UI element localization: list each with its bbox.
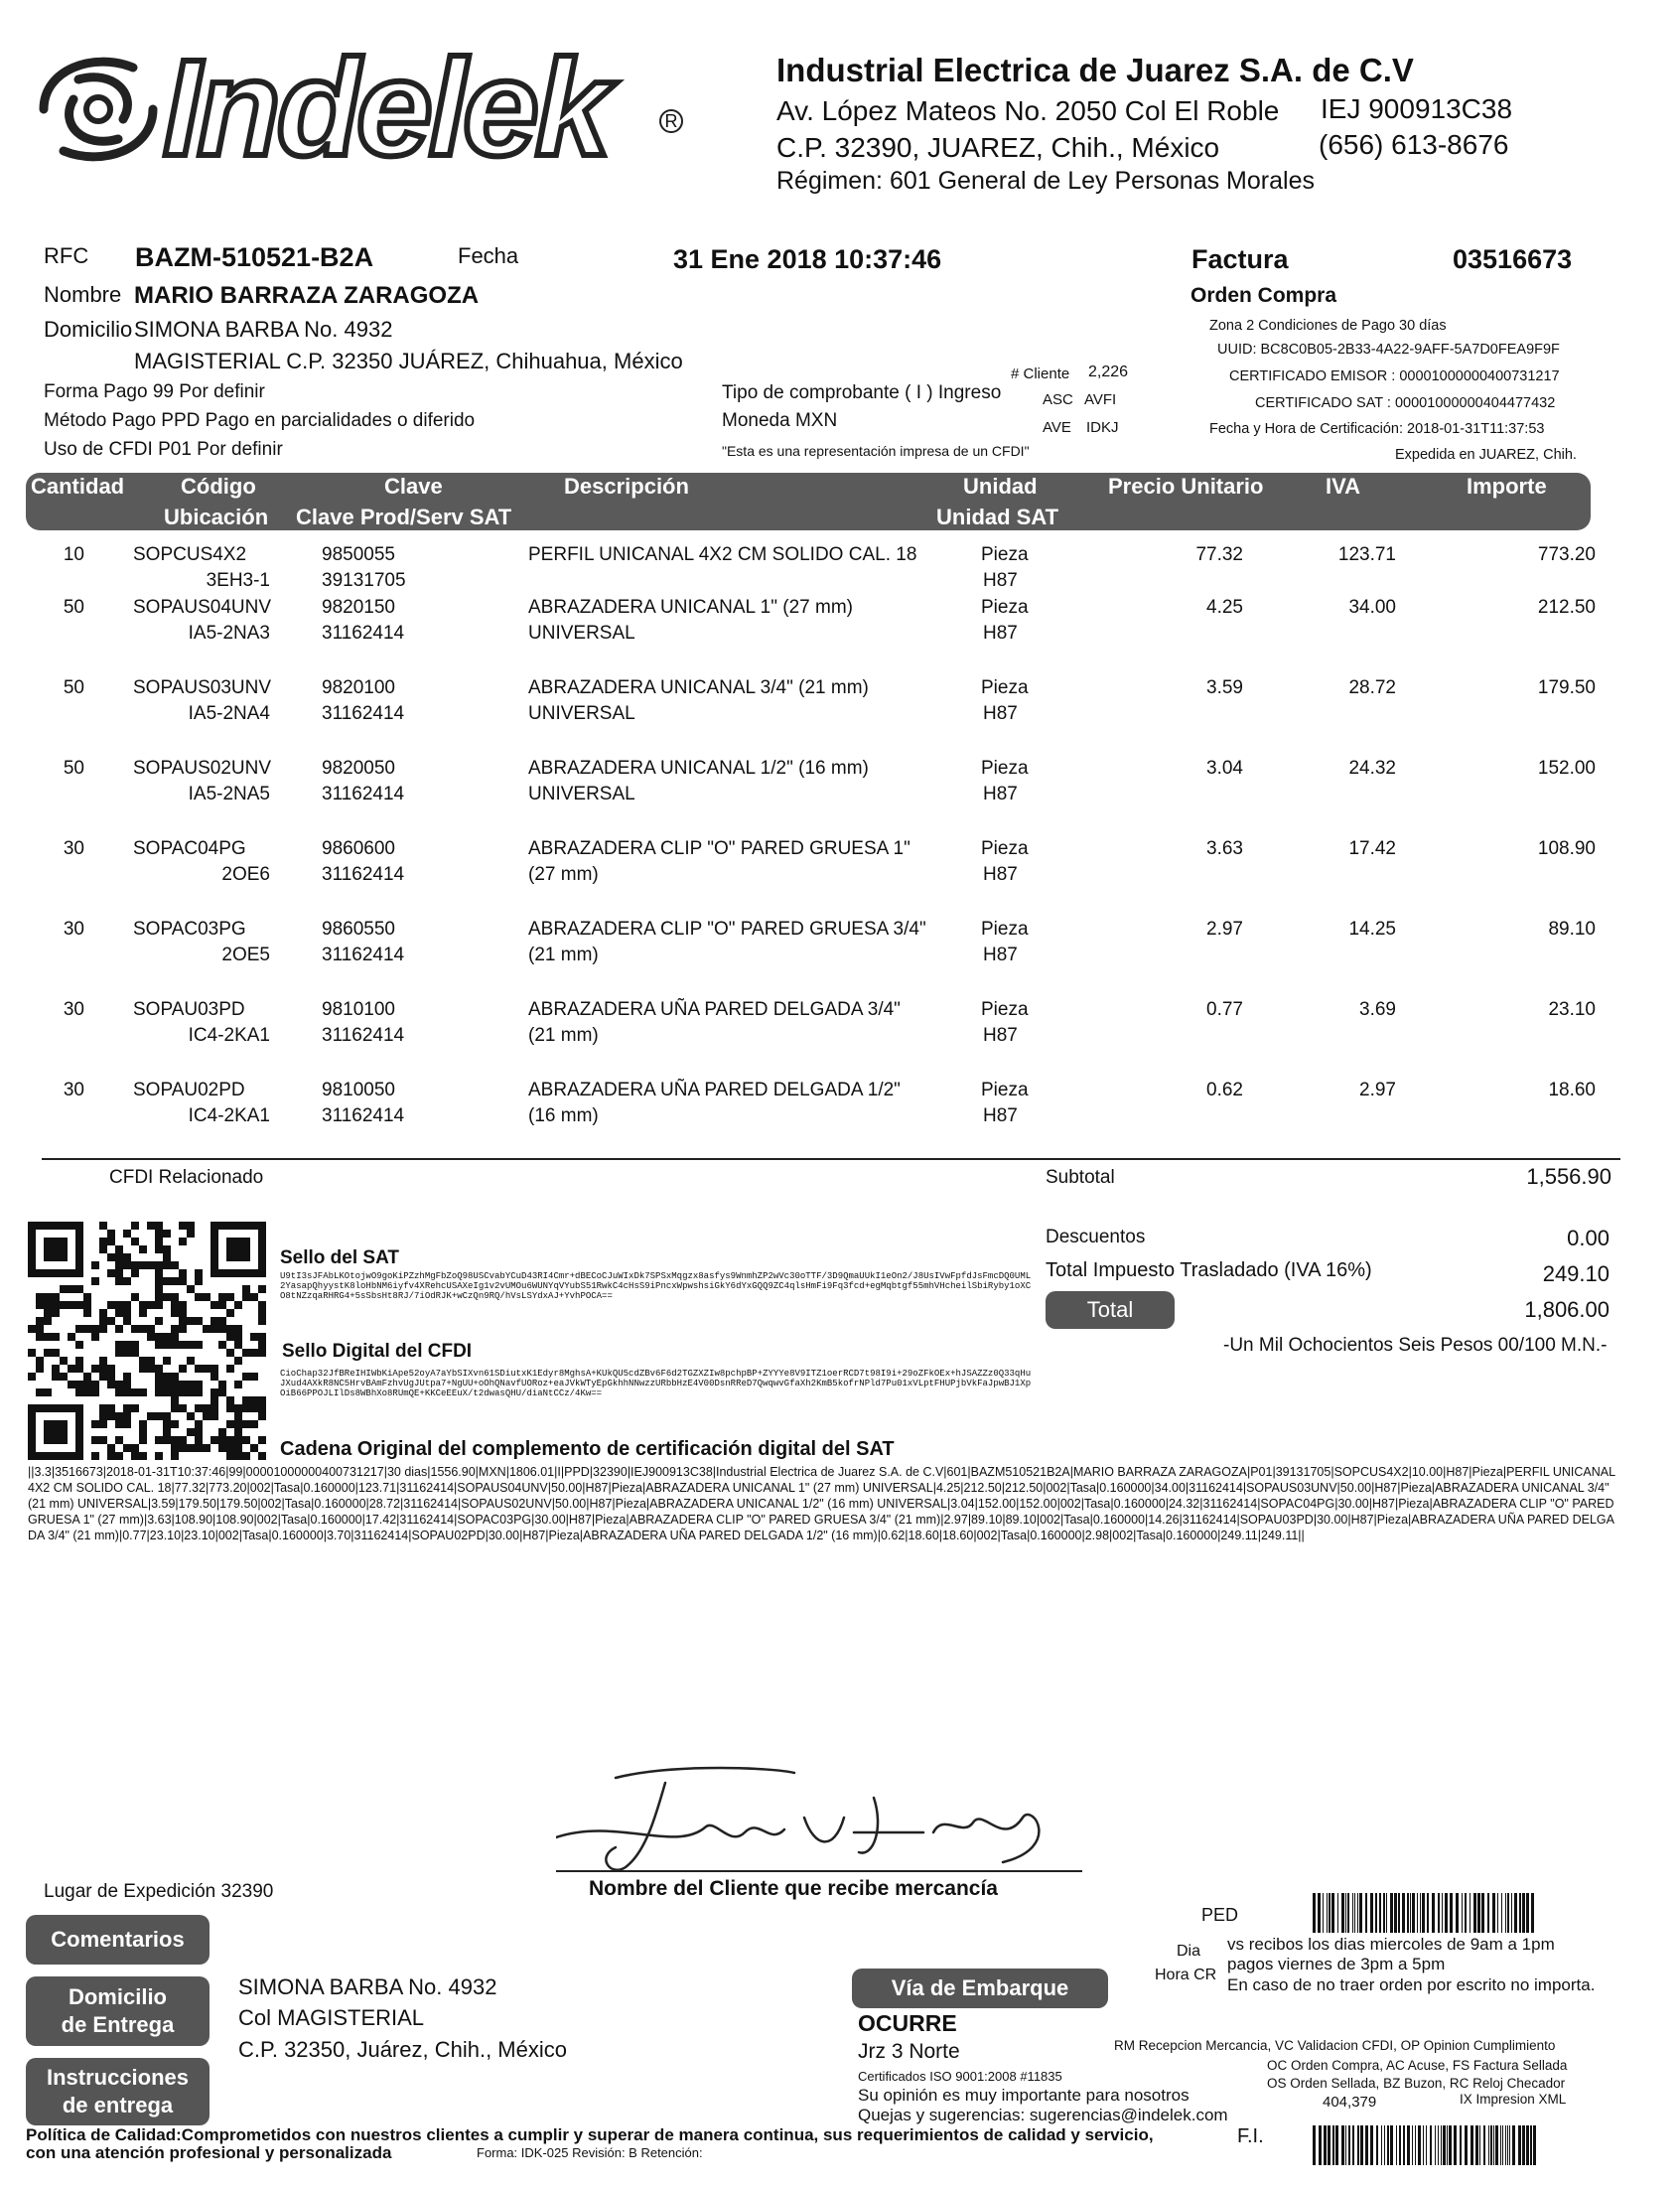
uuid: UUID: BC8C0B05-2B33-4A22-9AFF-5A7D0FEA9F9F bbox=[1217, 342, 1560, 358]
cell-importe: 152.00 bbox=[1537, 758, 1596, 779]
fecha-label: Fecha bbox=[458, 243, 519, 268]
cliente-label: # Cliente bbox=[1011, 365, 1070, 382]
cell-codigo: SOPAU03PD bbox=[133, 999, 245, 1020]
cell-unidad-sat: H87 bbox=[983, 1105, 1018, 1126]
delivery-address-1: SIMONA BARBA No. 4932 bbox=[238, 1974, 497, 1999]
cell-desc1: ABRAZADERA CLIP "O" PARED GRUESA 1" bbox=[528, 838, 910, 859]
cell-clave: 9820050 bbox=[322, 758, 395, 779]
cell-precio: 0.62 bbox=[1206, 1080, 1243, 1100]
swirl-logo-icon bbox=[24, 40, 173, 179]
company-address-1: Av. López Mateos No. 2050 Col El Roble bbox=[776, 95, 1280, 126]
cell-unidad-sat: H87 bbox=[983, 623, 1018, 644]
client-name: MARIO BARRAZA ZARAGOZA bbox=[134, 282, 480, 309]
cell-codigo: SOPAUS04UNV bbox=[133, 597, 272, 618]
cell-desc1: PERFIL UNICANAL 4X2 CM SOLIDO CAL. 18 bbox=[528, 544, 917, 565]
cell-unidad: Pieza bbox=[981, 1080, 1029, 1100]
cliente-num: 2,226 bbox=[1088, 364, 1129, 380]
cell-clave: 9820100 bbox=[322, 677, 395, 698]
nombre-cliente-recibe: Nombre del Cliente que recibe mercancía bbox=[589, 1877, 998, 1900]
domicilio-entrega-line-1: Domicilio bbox=[68, 1984, 167, 2009]
cell-unidad: Pieza bbox=[981, 758, 1029, 779]
cell-iva: 14.25 bbox=[1348, 919, 1396, 940]
cell-clave-sat: 39131705 bbox=[322, 570, 406, 591]
cfdi-relacionado: CFDI Relacionado bbox=[109, 1167, 264, 1188]
cell-clave: 9810050 bbox=[322, 1080, 395, 1100]
cell-desc2: UNIVERSAL bbox=[528, 784, 635, 804]
cell-importe: 89.10 bbox=[1548, 919, 1596, 940]
descuentos-label: Descuentos bbox=[1046, 1227, 1146, 1247]
cell-unidad: Pieza bbox=[981, 919, 1029, 940]
moneda: Moneda MXN bbox=[722, 410, 838, 431]
factura-label: Factura bbox=[1191, 244, 1289, 274]
cell-codigo: SOPAUS02UNV bbox=[133, 758, 272, 779]
col-importe: Importe bbox=[1467, 474, 1547, 499]
cell-desc1: ABRAZADERA UNICANAL 1" (27 mm) bbox=[528, 597, 853, 618]
leyenda-1: RM Recepcion Mercancia, VC Validacion CFDI, OP Opinion Cumplimiento bbox=[1114, 2038, 1556, 2053]
cell-ubicacion: 2OE6 bbox=[221, 864, 270, 885]
cell-ubicacion: IC4-2KA1 bbox=[188, 1025, 270, 1046]
leyenda-3: OS Orden Sellada, BZ Buzon, RC Reloj Checador bbox=[1267, 2076, 1566, 2091]
cell-desc2: (21 mm) bbox=[528, 945, 599, 965]
representacion-impresa: "Esta es una representación impresa de un CFDI" bbox=[722, 443, 1030, 459]
cell-clave: 9820150 bbox=[322, 597, 395, 618]
subtotal-value: 1,556.90 bbox=[1526, 1164, 1611, 1189]
qr-code bbox=[28, 1222, 276, 1460]
client-address-1: SIMONA BARBA No. 4932 bbox=[134, 317, 393, 342]
logo-text: Indelek bbox=[163, 32, 608, 185]
cell-cantidad: 30 bbox=[63, 999, 84, 1020]
cell-unidad: Pieza bbox=[981, 999, 1029, 1020]
uso-cfdi: Uso de CFDI P01 Por definir bbox=[44, 439, 283, 460]
leyenda-2: OC Orden Compra, AC Acuse, FS Factura Sellada bbox=[1267, 2058, 1568, 2073]
cell-importe: 212.50 bbox=[1537, 597, 1596, 618]
cell-cantidad: 30 bbox=[63, 1080, 84, 1100]
delivery-address-3: C.P. 32350, Juárez, Chih., México bbox=[238, 2037, 567, 2062]
cell-cantidad: 50 bbox=[63, 758, 84, 779]
cell-importe: 108.90 bbox=[1537, 838, 1596, 859]
certificado-emisor: CERTIFICADO EMISOR : 00001000000400731217 bbox=[1229, 368, 1560, 384]
recibos-line-3: En caso de no traer orden por escrito no importa. bbox=[1227, 1975, 1596, 1994]
cell-unidad-sat: H87 bbox=[983, 703, 1018, 724]
domicilio-label: Domicilio bbox=[44, 317, 133, 342]
cell-precio: 3.04 bbox=[1206, 758, 1243, 779]
cell-desc1: ABRAZADERA UNICANAL 1/2" (16 mm) bbox=[528, 758, 869, 779]
client-address-2: MAGISTERIAL C.P. 32350 JUÁREZ, Chihuahua, México bbox=[134, 349, 683, 373]
cell-unidad: Pieza bbox=[981, 544, 1029, 565]
total-value: 1,806.00 bbox=[1524, 1297, 1610, 1322]
col-clave-prod: Clave Prod/Serv SAT bbox=[296, 505, 512, 529]
cell-precio: 2.97 bbox=[1206, 919, 1243, 940]
cell-codigo: SOPAC04PG bbox=[133, 838, 246, 859]
cadena-original: ||3.3|3516673|2018-01-31T10:37:46|99|00001000000400731217|30 dias|1556.90|MXN|1806.01|I|PPD|32390|IEJ900913C38|Industrial Electrica de Juarez S.A. de C.V|601|BAZM510521B2A|MARIO BARRAZA ZARAGOZA|P01|39131705|SOPCUS4X2|10.00|H87|Pieza|PERFIL UNICANAL 4X2 CM SOLIDO CAL. 18|77.32|773.20|002|Tasa|0.160000|123.71|31162414|SOPAUS04UNV|50.00|H87|Pieza|ABRAZADERA UNICANAL 1" (27 mm) UNIVERSAL|4.25|212.50|212.50|002|Tasa|0.160000|34.00|31162414|SOPAUS03UNV|50.00|H87|Pieza|ABRAZADERA UNICANAL 3/4" (21 mm) UNIVERSAL|3.59|179.50|179.50|002|Tasa|0.160000|28.72|31162414|SOPAUS02UNV|50.00|H87|Pieza|ABRAZADERA UNICANAL 1/2" (16 mm) UNIVERSAL|3.04|152.00|152.00|002|Tasa|0.160000|24.32|31162414|SOPAC04PG|30.00|H87|Pieza|ABRAZADERA CLIP "O" PARED GRUESA 1" (27 mm)|3.63|108.90|108.90|002|Tasa|0.160000|17.42|31162414|SOPAC03PG|30.00|H87|Pieza|ABRAZADERA CLIP "O" PARED GRUESA 3/4" (21 mm)|2.97|89.10|89.10|002|Tasa|0.160000|14.26|31162414|SOPAU03PD|30.00|H87|Pieza|ABRAZADERA UÑA PARED DELGADA 3/4" (21 mm)|0.77|23.10|23.10|002|Tasa|0.160000|3.70|31162414|SOPAU02PD|30.00|H87|Pieza|ABRAZADERA UÑA PARED DELGADA 1/2" (16 mm)|0.62|18.60|18.60|002|Tasa|0.160000|2.98|002|Tasa|0.160000|249.11|249.11|| bbox=[28, 1465, 1615, 1542]
cell-ubicacion: IC4-2KA1 bbox=[188, 1105, 270, 1126]
ocurre: OCURRE bbox=[858, 2010, 957, 2036]
cell-desc1: ABRAZADERA UNICANAL 3/4" (21 mm) bbox=[528, 677, 869, 698]
cell-desc2: (16 mm) bbox=[528, 1105, 599, 1126]
cell-unidad: Pieza bbox=[981, 838, 1029, 859]
domicilio-entrega-line-2: de Entrega bbox=[61, 2012, 175, 2037]
cell-clave: 9810100 bbox=[322, 999, 395, 1020]
cell-ubicacion: IA5-2NA3 bbox=[188, 623, 270, 644]
cell-precio: 3.59 bbox=[1206, 677, 1243, 698]
cell-codigo: SOPAUS03UNV bbox=[133, 677, 272, 698]
instrucciones-line-2: de entrega bbox=[62, 2093, 174, 2117]
cell-precio: 0.77 bbox=[1206, 999, 1243, 1020]
cell-clave: 9860600 bbox=[322, 838, 395, 859]
cell-ubicacion: 2OE5 bbox=[221, 945, 270, 965]
cell-codigo: SOPAC03PG bbox=[133, 919, 246, 940]
cell-codigo: SOPAU02PD bbox=[133, 1080, 245, 1100]
cell-iva: 2.97 bbox=[1359, 1080, 1396, 1100]
cell-desc2: (21 mm) bbox=[528, 1025, 599, 1046]
iso-cert: Certificados ISO 9001:2008 #11835 bbox=[858, 2069, 1062, 2084]
col-codigo: Código bbox=[181, 474, 256, 499]
company-regimen: Régimen: 601 General de Ley Personas Morales bbox=[776, 167, 1315, 195]
total-label: Total bbox=[1046, 1291, 1175, 1329]
cell-precio: 77.32 bbox=[1195, 544, 1243, 565]
cell-clave-sat: 31162414 bbox=[322, 945, 405, 965]
ped-label: PED bbox=[1201, 1905, 1239, 1925]
descuentos-value: 0.00 bbox=[1567, 1226, 1610, 1250]
col-precio: Precio Unitario bbox=[1108, 474, 1264, 499]
cell-clave-sat: 31162414 bbox=[322, 784, 405, 804]
cell-precio: 3.63 bbox=[1206, 838, 1243, 859]
cadena-label: Cadena Original del complemento de certificación digital del SAT bbox=[280, 1438, 895, 1460]
fi-label: F.I. bbox=[1237, 2125, 1264, 2147]
nombre-label: Nombre bbox=[44, 282, 122, 307]
company-address-2: C.P. 32390, JUAREZ, Chih., México bbox=[776, 132, 1220, 163]
cell-clave-sat: 31162414 bbox=[322, 1105, 405, 1126]
orden-compra: Orden Compra bbox=[1190, 284, 1337, 307]
cell-unidad: Pieza bbox=[981, 597, 1029, 618]
domicilio-entrega-label bbox=[26, 1976, 210, 2046]
cell-desc1: ABRAZADERA CLIP "O" PARED GRUESA 3/4" bbox=[528, 919, 926, 940]
col-descripcion: Descripción bbox=[564, 474, 689, 499]
sello-sat: U9tI3sJFAbLKOtojwO9goKiPZzhMgFbZoQ98USCvabYCuD43RI4Cmr+dBECoCJuWIxDk7SPSxMqgzx8asfys9WnmhZP2wVc30oTTF/3D9QmaUUkI1eOn2/J8UsIVwFpfdJsFmcDQ0UML2YasapQhyystK8loHbNM6iyfv4XRehcUSAXeIg1v2vUMOu6WUNYqVYubS51RwkC4cHsS9iPncxWpwshsiGkY6dYxGQQ9ZC4qlsHmFi9Fq3fcd+egMqbtgf55mhVHcheilSbiRyby1oXCO8tNZzqaRHRG4+5sSbsHt8RJ/7iOdRJK+wCzQn9RQ/hVsLSYdxAJ+YvhPOCA== bbox=[280, 1271, 1032, 1301]
lugar-expedicion: Lugar de Expedición 32390 bbox=[44, 1881, 274, 1902]
cell-clave: 9860550 bbox=[322, 919, 395, 940]
expedida-en: Expedida en JUAREZ, Chih. bbox=[1395, 447, 1577, 463]
certificado-sat: CERTIFICADO SAT : 00001000000404477432 bbox=[1255, 395, 1556, 411]
metodo-pago: Método Pago PPD Pago en parcialidades o diferido bbox=[44, 410, 476, 431]
dia-label: Dia bbox=[1177, 1943, 1201, 1960]
cell-iva: 24.32 bbox=[1348, 758, 1396, 779]
cell-cantidad: 10 bbox=[63, 544, 84, 565]
cell-importe: 18.60 bbox=[1548, 1080, 1596, 1100]
cell-unidad-sat: H87 bbox=[983, 784, 1018, 804]
cell-unidad: Pieza bbox=[981, 677, 1029, 698]
instrucciones-entrega-label bbox=[26, 2058, 210, 2125]
cell-iva: 3.69 bbox=[1359, 999, 1396, 1020]
company-logo bbox=[24, 32, 689, 189]
company-phone: (656) 613-8676 bbox=[1319, 129, 1509, 160]
company-rfc: IEJ 900913C38 bbox=[1321, 93, 1513, 124]
sello-sat-label: Sello del SAT bbox=[280, 1247, 400, 1268]
sello-cfdi: CioChap32JfBReIHIWbKiApe52oyA7aYbSIXvn61SDiutxK1Edyr8MghsA+KUkQU5cdZBv6F6d2TGZXZIw8pchpBP+ZYYYe8V9ITZ1oerRCD7t98I9i+29oZFkOEx+hJSAZZz0Q33qHuJXud4AXkR8NC5HrvBAmFzhvUgJUtpa7+NgUU+oOhQNavfUORoz+eaJVkWTyEpGkhhNNwzzURbbHzE4V00DsnRReD7QwqwvGfaXh2KmB5kofrNPld7Pu01xVLptFHUPjbVkFaJpwBJ1XpOiB66PPOJLIlDs8WBhXo8RUmQE+KKCeEEuX/t2dwasQHU/diaNtCCz/4Kw== bbox=[280, 1369, 1032, 1398]
registered-mark: R bbox=[659, 109, 683, 133]
signature bbox=[556, 1758, 1082, 1887]
col-cantidad: Cantidad bbox=[31, 474, 125, 499]
cell-cantidad: 30 bbox=[63, 838, 84, 859]
col-iva: IVA bbox=[1326, 474, 1361, 499]
asc-label: ASC bbox=[1043, 391, 1073, 408]
cell-precio: 4.25 bbox=[1206, 597, 1243, 618]
cell-clave: 9850055 bbox=[322, 544, 395, 565]
politica-calidad-2: con una atención profesional y personalizada bbox=[26, 2143, 392, 2162]
cell-unidad-sat: H87 bbox=[983, 570, 1018, 591]
rfc-label: RFC bbox=[44, 243, 89, 268]
recibos-line-2: pagos viernes de 3pm a 5pm bbox=[1227, 1955, 1446, 1973]
impuesto-value: 249.10 bbox=[1542, 1261, 1610, 1286]
cell-iva: 17.42 bbox=[1348, 838, 1396, 859]
cell-cantidad: 50 bbox=[63, 677, 84, 698]
opinion: Su opinión es muy importante para nosotros bbox=[858, 2086, 1190, 2105]
impuesto-label: Total Impuesto Trasladado (IVA 16%) bbox=[1046, 1259, 1372, 1281]
cell-importe: 773.20 bbox=[1537, 544, 1596, 565]
factura-number: 03516673 bbox=[1453, 244, 1573, 274]
col-unidad-sat: Unidad SAT bbox=[936, 505, 1059, 529]
col-unidad: Unidad bbox=[963, 474, 1038, 499]
fecha-certificacion: Fecha y Hora de Certificación: 2018-01-31T11:37:53 bbox=[1209, 421, 1545, 437]
tipo-comprobante: Tipo de comprobante ( I ) Ingreso bbox=[722, 382, 1002, 403]
comentarios-label: Comentarios bbox=[26, 1915, 210, 1965]
cell-ubicacion: IA5-2NA5 bbox=[188, 784, 270, 804]
cell-unidad-sat: H87 bbox=[983, 1025, 1018, 1046]
cell-desc1: ABRAZADERA UÑA PARED DELGADA 1/2" bbox=[528, 1080, 901, 1100]
forma-pago: Forma Pago 99 Por definir bbox=[44, 381, 265, 402]
instrucciones-line-1: Instrucciones bbox=[46, 2065, 190, 2090]
delivery-address-2: Col MAGISTERIAL bbox=[238, 2005, 425, 2030]
forma-revision: Forma: IDK-025 Revisión: B Retención: bbox=[477, 2145, 703, 2160]
col-clave: Clave bbox=[384, 474, 443, 499]
col-ubicacion: Ubicación bbox=[164, 505, 269, 529]
table-bottom-rule bbox=[42, 1158, 1620, 1160]
barcode-top bbox=[1313, 1893, 1541, 1933]
politica-calidad-1: Política de Calidad:Comprometidos con nuestros clientes a cumplir y superar de manera continua, sus requerimientos de calidad y servicio, bbox=[26, 2125, 1154, 2144]
company-name: Industrial Electrica de Juarez S.A. de C.V bbox=[776, 52, 1414, 88]
cell-importe: 179.50 bbox=[1537, 677, 1596, 698]
jrz-norte: Jrz 3 Norte bbox=[858, 2040, 960, 2063]
barcode-bottom bbox=[1313, 2125, 1541, 2165]
cell-ubicacion: 3EH3-1 bbox=[206, 570, 270, 591]
cell-codigo: SOPCUS4X2 bbox=[133, 544, 247, 565]
zona-condiciones: Zona 2 Condiciones de Pago 30 días bbox=[1209, 318, 1447, 334]
subtotal-label: Subtotal bbox=[1046, 1167, 1115, 1188]
sello-cfdi-label: Sello Digital del CFDI bbox=[282, 1341, 473, 1362]
cell-cantidad: 30 bbox=[63, 919, 84, 940]
cell-unidad-sat: H87 bbox=[983, 945, 1018, 965]
cell-clave-sat: 31162414 bbox=[322, 864, 405, 885]
cell-clave-sat: 31162414 bbox=[322, 623, 405, 644]
total-en-letra: -Un Mil Ochocientos Seis Pesos 00/100 M.N.- bbox=[1223, 1335, 1608, 1356]
ave-value: IDKJ bbox=[1086, 419, 1119, 436]
numero-interno: 404,379 bbox=[1323, 2094, 1377, 2111]
cell-cantidad: 50 bbox=[63, 597, 84, 618]
asc-value: AVFI bbox=[1084, 391, 1117, 408]
ave-label: AVE bbox=[1043, 419, 1071, 436]
cell-unidad-sat: H87 bbox=[983, 864, 1018, 885]
cell-clave-sat: 31162414 bbox=[322, 703, 405, 724]
cell-iva: 28.72 bbox=[1348, 677, 1396, 698]
fecha-value: 31 Ene 2018 10:37:46 bbox=[673, 244, 942, 274]
quejas: Quejas y sugerencias: sugerencias@indelek.com bbox=[858, 2106, 1228, 2124]
cell-importe: 23.10 bbox=[1548, 999, 1596, 1020]
cell-ubicacion: IA5-2NA4 bbox=[188, 703, 270, 724]
cell-clave-sat: 31162414 bbox=[322, 1025, 405, 1046]
ix-impresion: IX Impresion XML bbox=[1460, 2092, 1567, 2107]
cell-desc2: UNIVERSAL bbox=[528, 703, 635, 724]
cell-iva: 123.71 bbox=[1337, 544, 1396, 565]
cell-desc2: UNIVERSAL bbox=[528, 623, 635, 644]
client-rfc: BAZM-510521-B2A bbox=[135, 242, 374, 272]
hora-cr-label: Hora CR bbox=[1155, 1967, 1217, 1983]
cell-desc2: (27 mm) bbox=[528, 864, 599, 885]
cell-desc1: ABRAZADERA UÑA PARED DELGADA 3/4" bbox=[528, 999, 901, 1020]
cell-iva: 34.00 bbox=[1348, 597, 1396, 618]
via-embarque-label: Vía de Embarque bbox=[852, 1969, 1108, 2008]
recibos-line-1: vs recibos los dias miercoles de 9am a 1pm bbox=[1227, 1935, 1555, 1954]
